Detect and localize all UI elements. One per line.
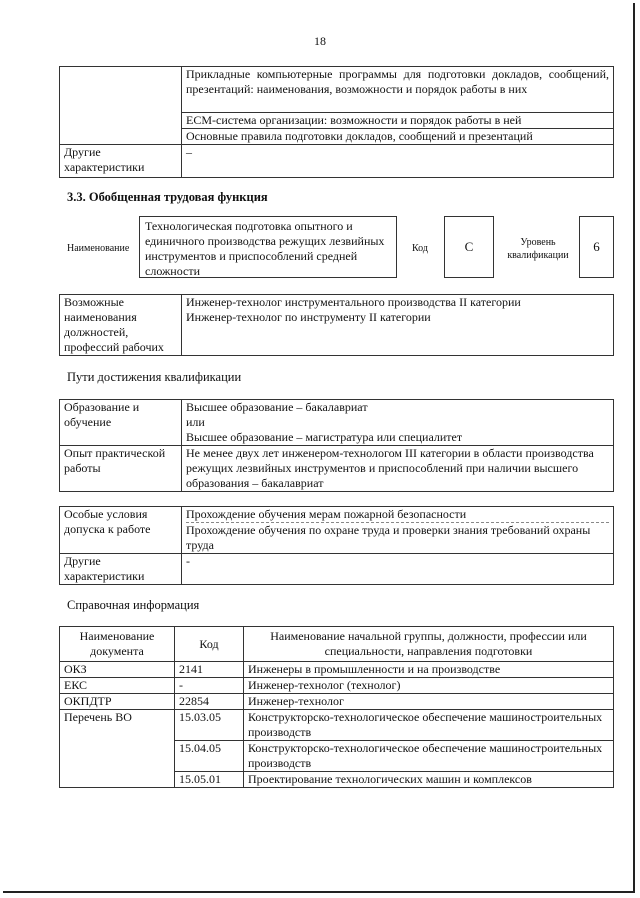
conditions-other-label: Другие характеристики xyxy=(60,554,182,585)
ref-code: 15.03.05 xyxy=(175,710,244,741)
knowledge-row: ECM-система организации: возможности и порядок работы в ней xyxy=(182,113,614,129)
level-label: Уровень квалификации xyxy=(507,237,569,261)
condition-item: Прохождение обучения по охране труда и проверки знания требований охраны труда xyxy=(186,523,591,552)
conditions-label: Особые условия допуска к работе xyxy=(60,507,182,554)
qualification-paths-title: Пути достижения квалификации xyxy=(67,370,242,384)
position-item: Инженер-технолог по инструменту II категории xyxy=(186,310,431,324)
ref-code: 15.04.05 xyxy=(175,741,244,772)
education-line: или xyxy=(186,415,205,429)
positions-values xyxy=(182,295,614,356)
experience-value: Не менее двух лет инженером-технологом III категории в области производства режущих лезвийных инструментов и приспособлений при наличии высшего образования – бакалавриат xyxy=(182,446,614,492)
ref-name: Инженеры в промышленности и на производстве xyxy=(244,662,614,678)
ref-name: Проектирование технологических машин и комплексов xyxy=(244,772,614,788)
table-row xyxy=(60,694,614,710)
function-name-value: Технологическая подготовка опытного и единичного производства режущих лезвийных инструментов и приспособлений средней сложности xyxy=(145,219,385,278)
ref-code: 22854 xyxy=(175,694,244,710)
conditions-other-value: - xyxy=(182,554,614,585)
knowledge-label-cell xyxy=(60,67,182,145)
page-number: 18 xyxy=(314,34,326,48)
ref-doc: Перечень ВО xyxy=(60,710,175,788)
code-value: C xyxy=(464,239,474,254)
ref-name: Инженер-технолог (технолог) xyxy=(244,678,614,694)
other-characteristics-value: – xyxy=(182,145,614,178)
ref-doc: ОКЗ xyxy=(60,662,175,678)
code-box xyxy=(444,216,494,278)
positions-table xyxy=(59,294,614,356)
ref-code: 15.05.01 xyxy=(175,772,244,788)
education-values xyxy=(182,400,614,446)
knowledge-table xyxy=(59,66,614,178)
education-table xyxy=(59,399,614,492)
experience-label: Опыт практической работы xyxy=(60,446,182,492)
ref-header-code: Код xyxy=(175,627,244,662)
table-row xyxy=(60,662,614,678)
position-item: Инженер-технолог инструментального производства II категории xyxy=(186,295,521,309)
ref-header-doc: Наименование документа xyxy=(60,627,175,662)
education-line: Высшее образование – магистратура или специалитет xyxy=(186,430,463,444)
ref-doc: ОКПДТР xyxy=(60,694,175,710)
name-label: Наименование xyxy=(67,243,130,254)
ref-name: Конструкторско-технологическое обеспечение машиностроительных производств xyxy=(244,741,614,772)
ref-doc: ЕКС xyxy=(60,678,175,694)
education-label: Образование и обучение xyxy=(60,400,182,446)
section-title: 3.3. Обобщенная трудовая функция xyxy=(67,190,268,204)
ref-name: Инженер-технолог xyxy=(244,694,614,710)
level-value: 6 xyxy=(593,239,600,254)
knowledge-row: Основные правила подготовки докладов, сообщений и презентаций xyxy=(182,129,614,145)
conditions-values xyxy=(182,507,614,554)
conditions-table xyxy=(59,506,614,585)
table-row xyxy=(60,710,614,741)
ref-header-name: Наименование начальной группы, должности, профессии или специальности, направления подготовки xyxy=(244,627,614,662)
ref-name: Конструкторско-технологическое обеспечение машиностроительных производств xyxy=(244,710,614,741)
other-characteristics-label: Другие характеристики xyxy=(60,145,182,178)
level-box xyxy=(579,216,614,278)
reference-title: Справочная информация xyxy=(67,598,200,612)
ref-code: 2141 xyxy=(175,662,244,678)
code-label: Код xyxy=(412,243,428,254)
condition-item: Прохождение обучения мерам пожарной безопасности xyxy=(186,507,609,523)
function-name-box xyxy=(139,216,397,278)
table-row xyxy=(60,678,614,694)
positions-label: Возможные наименования должностей, профессий рабочих xyxy=(60,295,182,356)
knowledge-row: Прикладные компьютерные программы для подготовки докладов, сообщений, презентаций: наименования, возможности и порядок работы в них xyxy=(182,67,614,113)
reference-table xyxy=(59,626,614,788)
education-line: Высшее образование – бакалавриат xyxy=(186,400,368,414)
ref-code: - xyxy=(175,678,244,694)
